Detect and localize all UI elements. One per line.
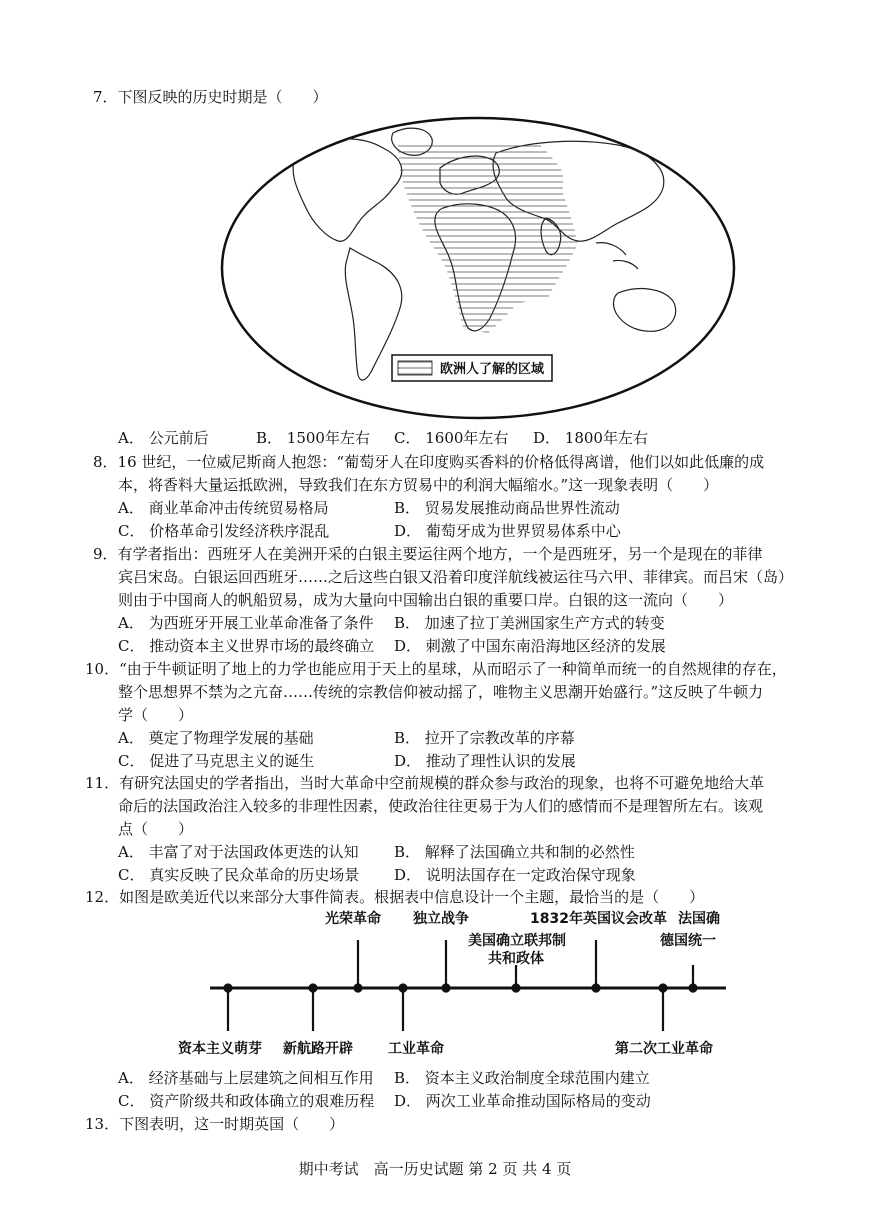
q11-stem-line-1: 11．有研究法国史的学者指出，当时大革命中空前规模的群众参与政治的现象，也将不可避免地给大革 bbox=[85, 774, 765, 792]
q11-option-c[interactable]: C． 真实反映了民众革命的历史场景 bbox=[118, 866, 360, 884]
timeline-figure bbox=[170, 905, 726, 1065]
q9-option-c[interactable]: C． 推动资本主义世界市场的最终确立 bbox=[118, 637, 375, 655]
q8-option-d[interactable]: D． 葡萄牙成为世界贸易体系中心 bbox=[394, 522, 621, 540]
world-map-figure bbox=[218, 113, 738, 423]
q9-stem-line-1: 9．有学者指出：西班牙人在美洲开采的白银主要运往两个地方，一个是西班牙，另一个是现在的菲律 bbox=[93, 545, 763, 563]
q9-option-b[interactable]: B． 加速了拉丁美洲国家生产方式的转变 bbox=[394, 614, 665, 632]
timeline-us-federal-line-1: 美国确立联邦制 bbox=[468, 933, 566, 949]
q13-stem: 13．下图表明，这一时期英国（ ） bbox=[85, 1115, 345, 1133]
q12-option-a[interactable]: A． 经济基础与上层建筑之间相互作用 bbox=[118, 1069, 374, 1087]
q12-option-d[interactable]: D． 两次工业革命推动国际格局的变动 bbox=[394, 1092, 651, 1110]
timeline-german-unification: 德国统一 bbox=[660, 933, 716, 949]
map-legend-label: 欧洲人了解的区域 bbox=[440, 362, 545, 377]
q10-option-b[interactable]: B． 拉开了宗教改革的序幕 bbox=[394, 729, 575, 747]
timeline-1832-reform: 1832年英国议会改革 bbox=[530, 911, 667, 927]
timeline-capitalism-sprouts: 资本主义萌芽 bbox=[178, 1041, 262, 1057]
q11-stem-line-3: 点（ ） bbox=[118, 820, 194, 838]
q10-option-a[interactable]: A． 奠定了物理学发展的基础 bbox=[118, 729, 314, 747]
map-legend bbox=[392, 355, 552, 381]
timeline-glorious-revolution: 光荣革命 bbox=[325, 911, 381, 927]
timeline-new-routes: 新航路开辟 bbox=[283, 1041, 353, 1057]
q8-stem-line-2: 本，将香料大量运抵欧洲，导致我们在东方贸易中的利润大幅缩水。”这一现象表明（ ） bbox=[118, 476, 719, 494]
q11-option-d[interactable]: D． 说明法国存在一定政治保守现象 bbox=[394, 866, 636, 884]
q9-stem-line-2: 宾吕宋岛。白银运回西班牙……之后这些白银又沿着印度洋航线被运往马六甲、菲律宾。而吕宋（岛） bbox=[118, 568, 794, 586]
timeline-us-federal-line-2: 共和政体 bbox=[488, 951, 544, 967]
q9-option-d[interactable]: D． 刺激了中国东南沿海地区经济的发展 bbox=[394, 637, 666, 655]
q11-option-b[interactable]: B． 解释了法国确立共和制的必然性 bbox=[394, 843, 635, 861]
q11-option-a[interactable]: A． 丰富了对于法国政体更迭的认知 bbox=[118, 843, 359, 861]
q9-stem-line-3: 则由于中国商人的帆船贸易，成为大量向中国输出白银的重要口岸。白银的这一流向（ ） bbox=[118, 591, 734, 609]
timeline-france: 法国确 bbox=[678, 911, 720, 927]
q7-option-c[interactable]: C． 1600年左右 bbox=[394, 429, 509, 447]
q11-stem-line-2: 命后的法国政治注入较多的非理性因素，使政治往往更易于为人们的感情而不是理智所左右。该观 bbox=[118, 797, 764, 815]
timeline-second-industrial-revolution: 第二次工业革命 bbox=[615, 1041, 713, 1057]
q7-option-a[interactable]: A． 公元前后 bbox=[118, 429, 209, 447]
q7-option-d[interactable]: D． 1800年左右 bbox=[533, 429, 648, 447]
page-footer: 期中考试 高一历史试题 第 2 页 共 4 页 bbox=[298, 1160, 572, 1178]
q10-stem-line-2: 整个思想界不禁为之亢奋……传统的宗教信仰被动摇了，唯物主义思潮开始盛行。”这反映了牛顿力 bbox=[118, 683, 764, 701]
q10-option-c[interactable]: C． 促进了马克思主义的诞生 bbox=[118, 752, 315, 770]
q10-stem-line-1: 10．“由于牛顿证明了地上的力学也能应用于天上的星球，从而昭示了一种简单而统一的自然规律的存在， bbox=[85, 660, 787, 678]
q12-stem: 12．如图是欧美近代以来部分大事件简表。根据表中信息设计一个主题，最恰当的是（ ） bbox=[85, 888, 705, 906]
q8-option-b[interactable]: B． 贸易发展推动商品世界性流动 bbox=[394, 499, 620, 517]
q7-stem: 7．下图反映的历史时期是（ ） bbox=[93, 88, 328, 106]
q9-option-a[interactable]: A． 为西班牙开展工业革命准备了条件 bbox=[118, 614, 374, 632]
q10-option-d[interactable]: D． 推动了理性认识的发展 bbox=[394, 752, 576, 770]
timeline-industrial-revolution: 工业革命 bbox=[388, 1041, 444, 1057]
timeline-war-of-independence: 独立战争 bbox=[413, 911, 469, 927]
q7-option-b[interactable]: B． 1500年左右 bbox=[256, 429, 370, 447]
q12-option-c[interactable]: C． 资产阶级共和政体确立的艰难历程 bbox=[118, 1092, 375, 1110]
q8-option-a[interactable]: A． 商业革命冲击传统贸易格局 bbox=[118, 499, 329, 517]
q8-option-c[interactable]: C． 价格革命引发经济秩序混乱 bbox=[118, 522, 330, 540]
q12-option-b[interactable]: B． 资本主义政治制度全球范围内建立 bbox=[394, 1069, 650, 1087]
q8-stem-line-1: 8．16 世纪，一位威尼斯商人抱怨：“葡萄牙人在印度购买香料的价格低得离谱，他们以如此低廉的成 bbox=[93, 453, 765, 471]
timeline-markers bbox=[225, 940, 697, 1031]
q10-stem-line-3: 学（ ） bbox=[118, 706, 194, 724]
